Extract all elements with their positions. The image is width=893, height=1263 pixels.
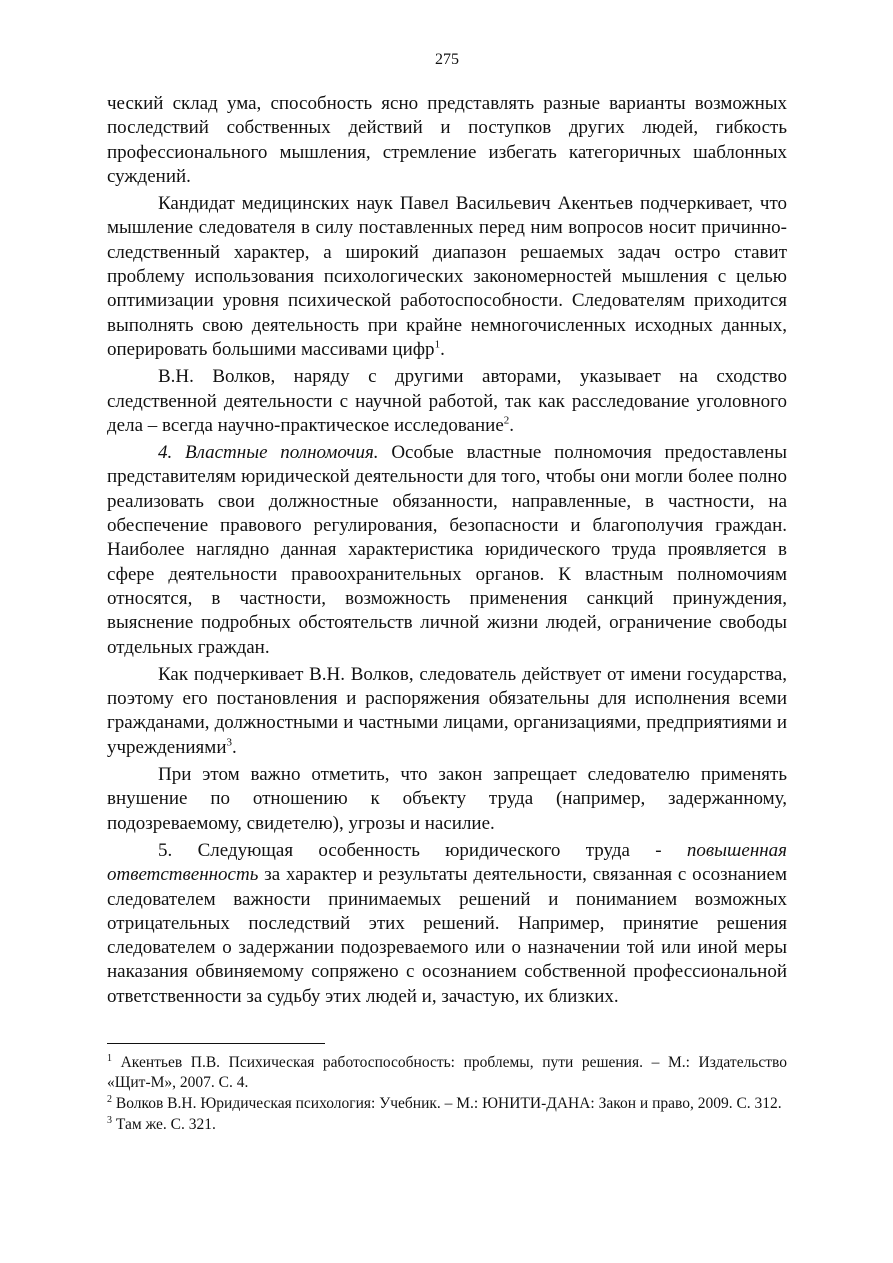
paragraph-3-end: .	[509, 414, 515, 436]
footnote-number: 3	[107, 1114, 112, 1126]
footnote-separator	[107, 1043, 325, 1044]
page-number: 275	[435, 51, 459, 68]
body-text	[107, 92, 787, 1009]
paragraph-2	[107, 192, 787, 362]
footnote-ref-3: 3	[226, 736, 232, 749]
footnote-number: 1	[107, 1052, 112, 1064]
paragraph-7-start: 5. Следующая особенность юридического труда -	[158, 839, 687, 861]
paragraph-2-end: .	[440, 338, 445, 360]
footnote-2	[107, 1094, 787, 1114]
paragraph-7-text: за характер и результаты деятельности, связанная с осознанием следователем важности принимаемых решений и пониманием возможных отрицательных последствий этих решений. Например, принятие решения следователем о задержании подозреваемого или о назначении той или иной меры наказания обвиняемому сопряжено с осознанием собственной профессиональной ответственности за судьбу этих людей и, зачастую, их близких.	[107, 864, 787, 1007]
footnote-text: Там же. С. 321.	[112, 1115, 216, 1133]
footnote-number: 2	[107, 1093, 112, 1105]
footnote-text: Акентьев П.В. Психическая работоспособность: проблемы, пути решения. – М.: Издательство «Щит-М», 2007. С. 4.	[107, 1053, 787, 1091]
paragraph-5-text: Как подчеркивает В.Н. Волков, следователь действует от имени государства, поэтому его постановления и распоряжения обязательны для исполнения всеми гражданами, должностными и частными лицами, организациями, предприятиями и учреждениями	[107, 663, 787, 758]
paragraph-4	[107, 441, 787, 660]
paragraph-7	[107, 839, 787, 1009]
emphasis-responsibility: повышенная ответственность	[107, 839, 787, 886]
footnote-text: Волков В.Н. Юридическая психология: Учебник. – М.: ЮНИТИ-ДАНА: Закон и право, 2009. С. 312.	[112, 1094, 782, 1112]
footnote-1	[107, 1053, 787, 1093]
footnote-3	[107, 1115, 787, 1135]
footnote-ref-1: 1	[434, 338, 441, 351]
footnote-ref-2: 2	[503, 414, 510, 427]
document-page	[107, 50, 787, 1136]
paragraph-3	[107, 365, 787, 438]
paragraph-1-text: ческий склад ума, способность ясно представлять разные варианты возможных последствий собственных действий и поступков других людей, гибкость профессионального мышления, стремление избегать категоричных шаблонных суждений.	[107, 93, 787, 187]
paragraph-2-text: Кандидат медицинских наук Павел Васильевич Акентьев подчеркивает, что мышление следователя в силу поставленных перед ним вопросов носит причинно-следственный характер, а широкий диапазон решаемых задач остро ставит проблему использования психологических закономерностей мышления с целью оптимизации уровня психической работоспособности. Следователям приходится выполнять свою деятельность при крайне немногочисленных исходных данных, оперировать большими массивами цифр	[107, 193, 787, 360]
paragraph-6	[107, 763, 787, 836]
section-heading-authority: 4. Властные полномочия.	[158, 442, 379, 464]
footnotes	[107, 1053, 787, 1135]
paragraph-5-end: .	[231, 736, 237, 758]
paragraph-1	[107, 92, 787, 189]
paragraph-5	[107, 663, 787, 760]
paragraph-3-text: В.Н. Волков, наряду с другими авторами, указывает на сходство следственной деятельности с научной работой, так как расследование уголовного дела – всегда научно-практическое исследование	[107, 366, 787, 436]
paragraph-4-text: Особые властные полномочия предоставлены представителям юридической деятельности для того, чтобы они могли более полно реализовать свои должностные обязанности, направленные, в частности, на обеспечение правового регулирования, безопасности и благополучия граждан. Наиболее наглядно данная характеристика юридического труда проявляется в сфере деятельности правоохранительных органов. К властным полномочиям относятся, в частности, возможность применения санкций принуждения, выяснение подробных обстоятельств личной жизни людей, ограничение свободы отдельных граждан.	[107, 442, 788, 658]
paragraph-6-text: При этом важно отметить, что закон запрещает следователю применять внушение по отношению к объекту труда (например, задержанному, подозреваемому, свидетелю), угрозы и насилие.	[107, 764, 787, 834]
